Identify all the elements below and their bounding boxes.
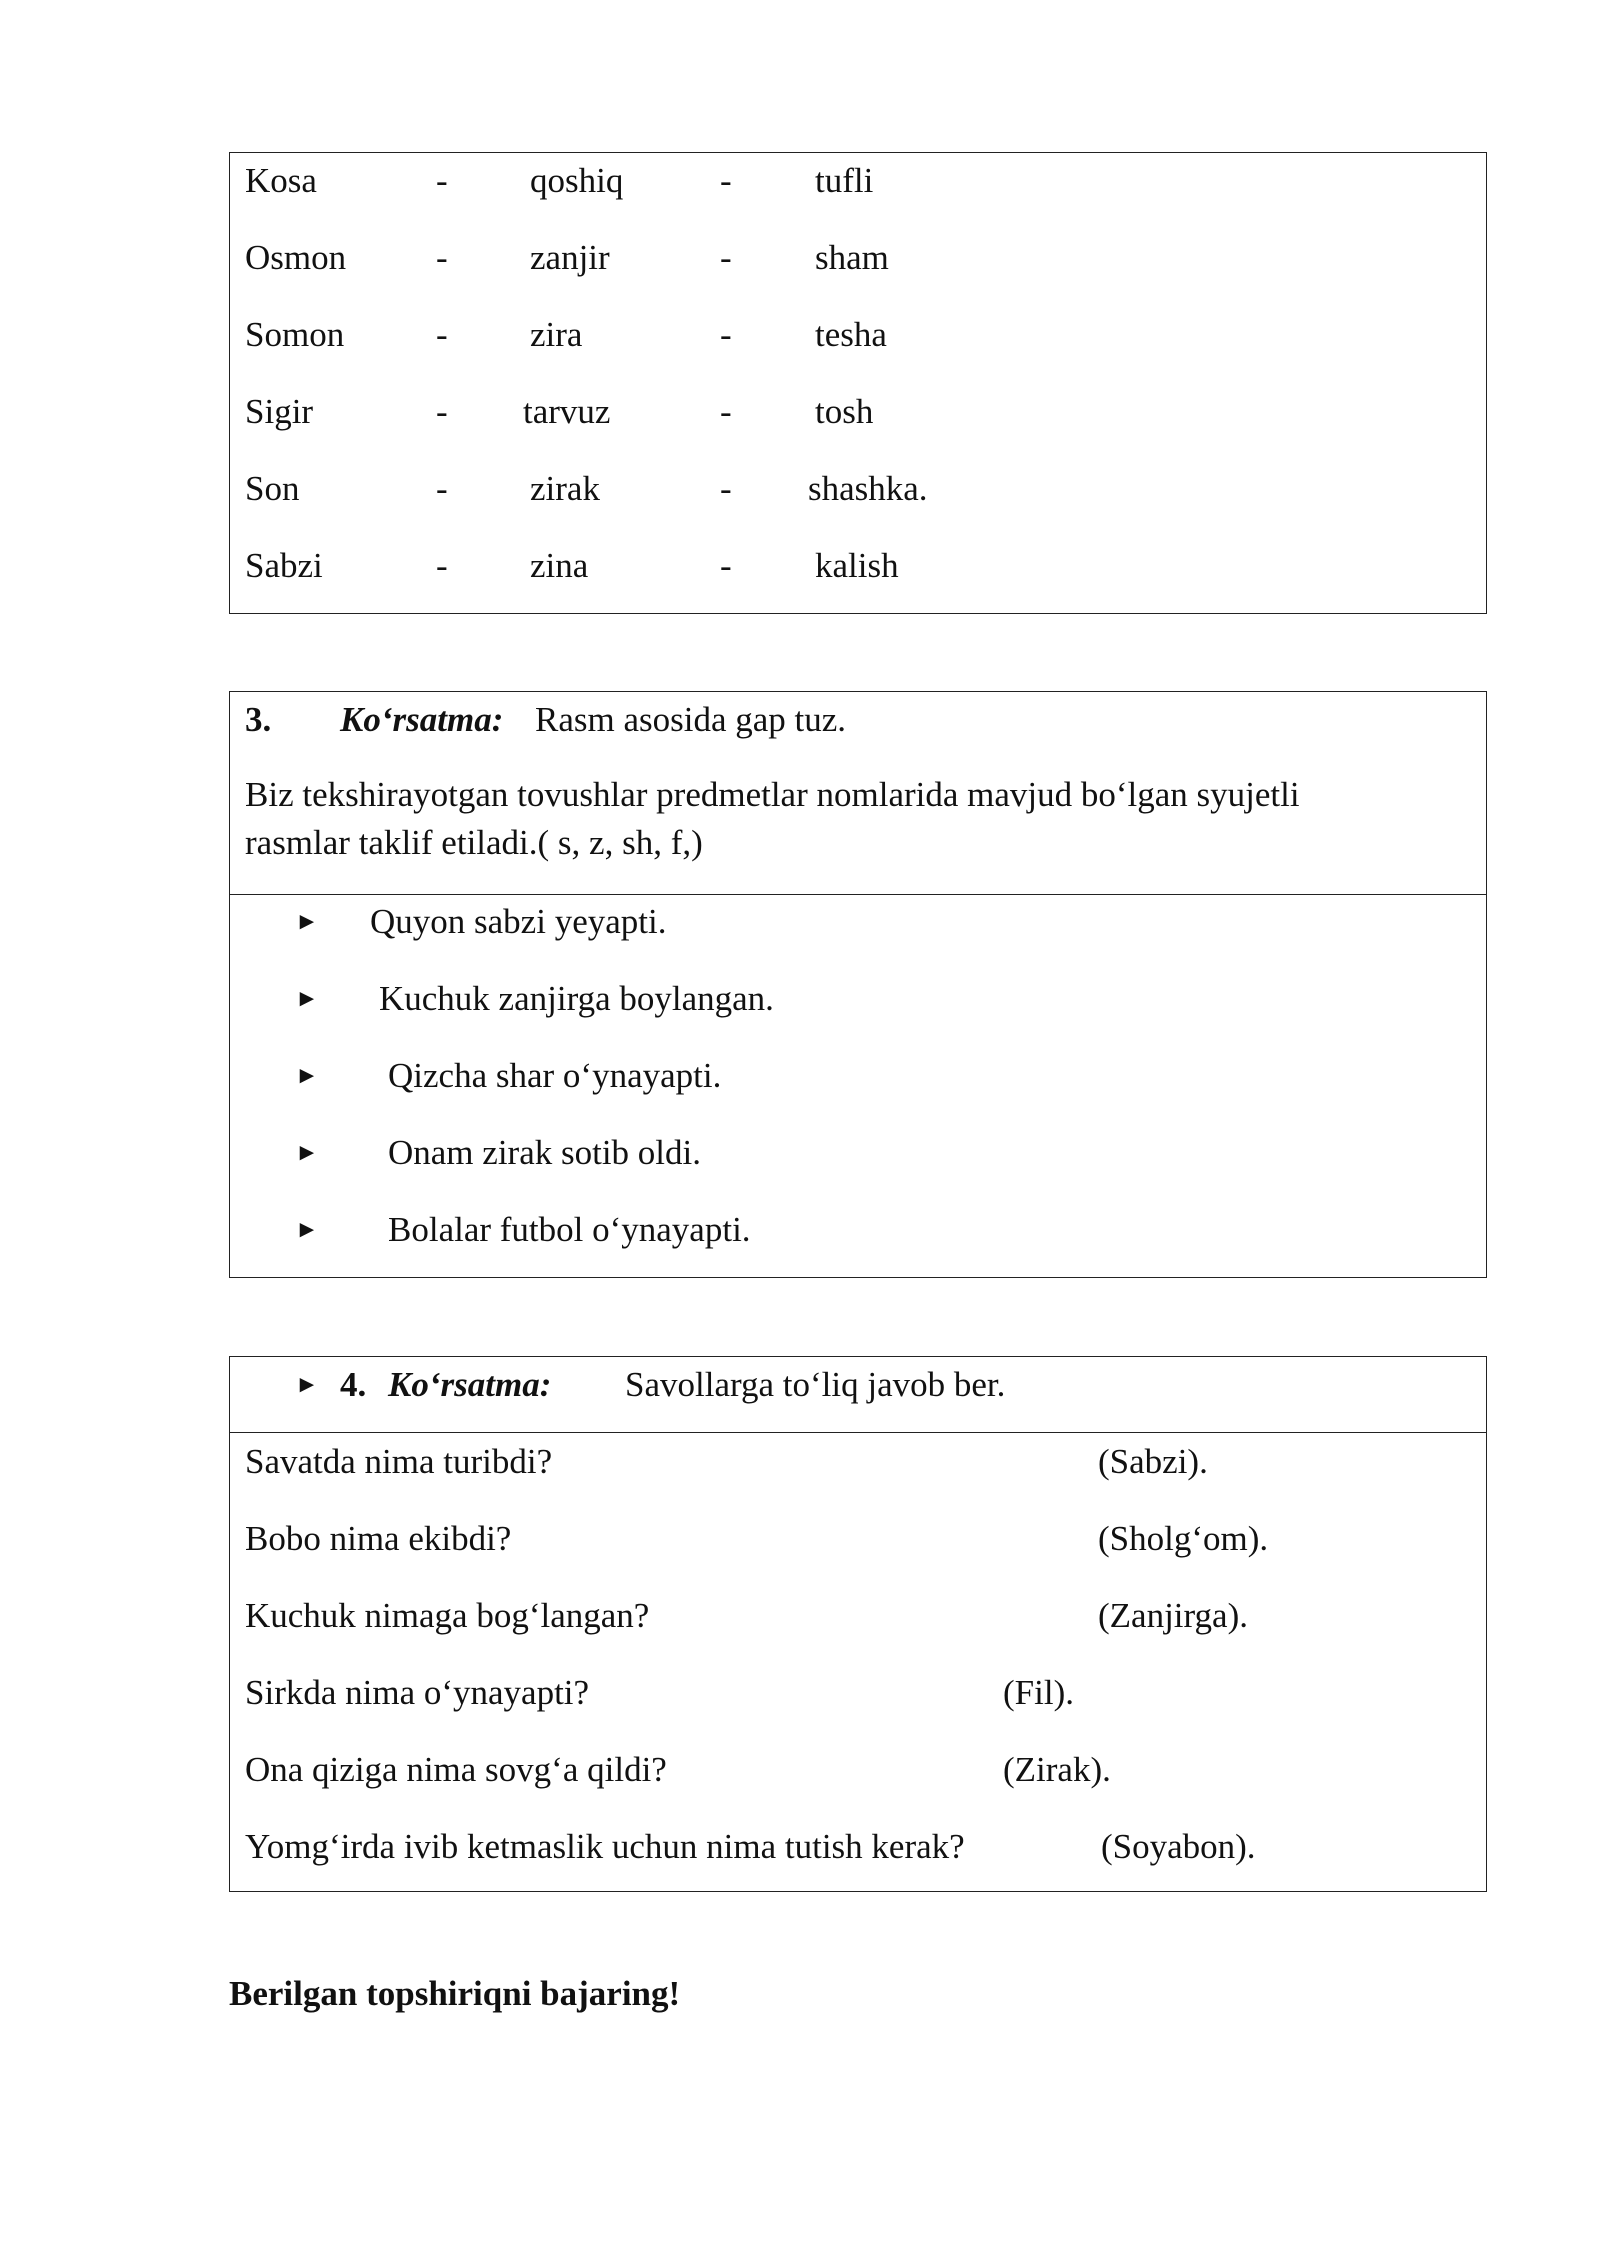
word-cell: Osmon bbox=[245, 238, 347, 277]
word-cell: zanjir bbox=[530, 238, 610, 277]
question: Bobo nima ekibdi? bbox=[245, 1519, 512, 1558]
dash: - bbox=[436, 315, 448, 354]
arrow-bullet-icon: ► bbox=[295, 909, 319, 935]
sentence-item: Qizcha shar o‘ynayapti. bbox=[388, 1056, 722, 1095]
word-table bbox=[229, 152, 1487, 614]
sentence-item: Bolalar futbol o‘ynayapti. bbox=[388, 1210, 751, 1249]
arrow-bullet-icon: ► bbox=[295, 1217, 319, 1243]
question: Savatda nima turibdi? bbox=[245, 1442, 553, 1481]
sentence-item: Onam zirak sotib oldi. bbox=[388, 1133, 702, 1172]
question: Kuchuk nimaga bog‘langan? bbox=[245, 1596, 650, 1635]
question: Ona qiziga nima sovg‘a qildi? bbox=[245, 1750, 667, 1789]
task4-instruction: Savollarga to‘liq javob ber. bbox=[625, 1365, 1006, 1404]
word-cell: Son bbox=[245, 469, 300, 508]
dash: - bbox=[436, 161, 448, 200]
arrow-bullet-icon: ► bbox=[295, 1063, 319, 1089]
task3-description: rasmlar taklif etiladi.( s, z, sh, f,) bbox=[245, 823, 703, 862]
word-cell: zira bbox=[530, 315, 583, 354]
dash: - bbox=[720, 469, 732, 508]
answer: (Zirak). bbox=[1003, 1750, 1111, 1789]
word-cell: zirak bbox=[530, 469, 600, 508]
question: Sirkda nima o‘ynayapti? bbox=[245, 1673, 590, 1712]
word-cell: Sabzi bbox=[245, 546, 323, 585]
answer: (Zanjirga). bbox=[1098, 1596, 1248, 1635]
word-cell: kalish bbox=[815, 546, 899, 585]
dash: - bbox=[436, 546, 448, 585]
task4-label: Ko‘rsatma: bbox=[388, 1365, 552, 1404]
word-cell: tosh bbox=[815, 392, 874, 431]
task4-box bbox=[229, 1356, 1487, 1892]
divider bbox=[230, 1432, 1486, 1433]
task3-description: Biz tekshirayotgan tovushlar predmetlar nomlarida mavjud bo‘lgan syujetli bbox=[245, 775, 1300, 814]
word-cell: sham bbox=[815, 238, 889, 277]
answer: (Sabzi). bbox=[1098, 1442, 1208, 1481]
word-cell: Somon bbox=[245, 315, 345, 354]
word-cell: qoshiq bbox=[530, 161, 624, 200]
word-cell: Kosa bbox=[245, 161, 317, 200]
answer: (Fil). bbox=[1003, 1673, 1074, 1712]
word-cell: tarvuz bbox=[523, 392, 611, 431]
task3-instruction: Rasm asosida gap tuz. bbox=[535, 700, 847, 739]
task3-box bbox=[229, 691, 1487, 1278]
arrow-bullet-icon: ► bbox=[295, 1372, 319, 1398]
word-cell: zina bbox=[530, 546, 589, 585]
dash: - bbox=[436, 392, 448, 431]
sentence-item: Quyon sabzi yeyapti. bbox=[370, 902, 667, 941]
word-cell: Sigir bbox=[245, 392, 314, 431]
dash: - bbox=[720, 238, 732, 277]
word-cell: shashka. bbox=[808, 469, 928, 508]
dash: - bbox=[720, 161, 732, 200]
dash: - bbox=[436, 469, 448, 508]
dash: - bbox=[720, 315, 732, 354]
dash: - bbox=[720, 546, 732, 585]
task3-label: Ko‘rsatma: bbox=[340, 700, 504, 739]
question: Yomg‘irda ivib ketmaslik uchun nima tutish kerak? bbox=[245, 1827, 965, 1866]
task3-number: 3. bbox=[245, 700, 272, 739]
dash: - bbox=[720, 392, 732, 431]
arrow-bullet-icon: ► bbox=[295, 1140, 319, 1166]
answer: (Soyabon). bbox=[1101, 1827, 1256, 1866]
word-cell: tufli bbox=[815, 161, 874, 200]
closing-instruction: Berilgan topshiriqni bajaring! bbox=[229, 1974, 681, 2013]
dash: - bbox=[436, 238, 448, 277]
task4-number: 4. bbox=[340, 1365, 367, 1404]
sentence-item: Kuchuk zanjirga boylangan. bbox=[379, 979, 774, 1018]
word-cell: tesha bbox=[815, 315, 887, 354]
divider bbox=[230, 894, 1486, 895]
arrow-bullet-icon: ► bbox=[295, 986, 319, 1012]
answer: (Sholg‘om). bbox=[1098, 1519, 1269, 1558]
